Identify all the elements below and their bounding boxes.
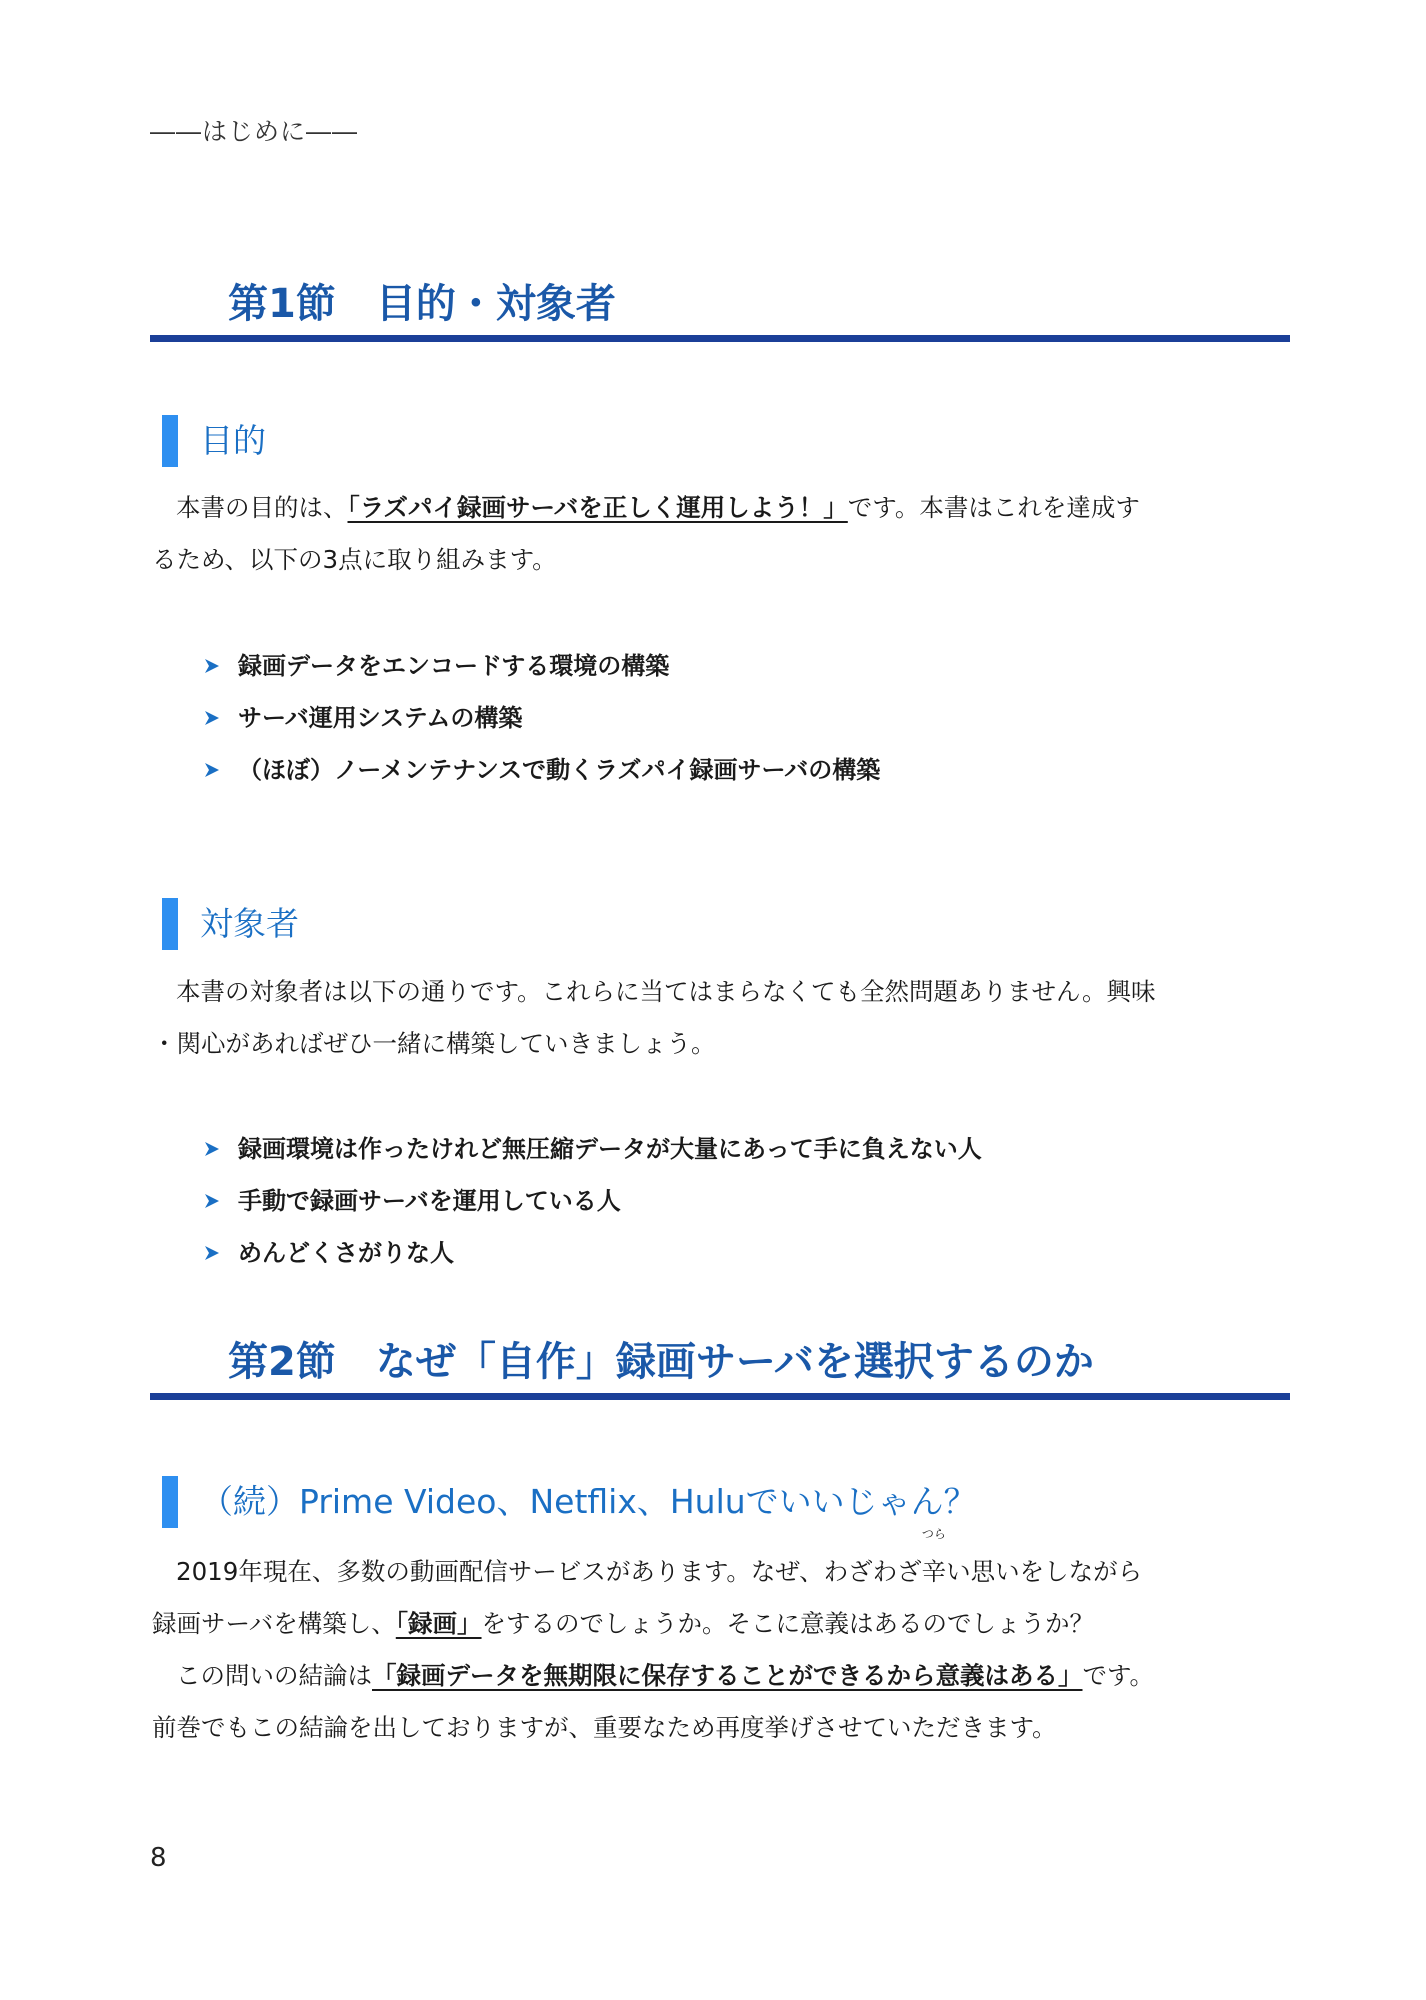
- section-2-title: 第2節 なぜ「自作」録画サーバを選択するのか: [150, 1330, 1290, 1400]
- section-2-line-4: 前巻でもこの結論を出しておりますが、重要なため再度挙げさせていただきます。: [152, 1713, 1057, 1742]
- list-item: （ほぼ）ノーメンテナンスで動くラズパイ録画サーバの構築: [204, 744, 880, 796]
- list-item: 手動で録画サーバを運用している人: [204, 1175, 982, 1227]
- arrow-bullet-icon: [204, 1140, 220, 1158]
- section-2-line-3: この問いの結論は「録画データを無期限に保存することができるから意義はある」です。: [176, 1661, 1155, 1690]
- list-item: 録画環境は作ったけれど無圧縮データが大量にあって手に負えない人: [204, 1123, 982, 1175]
- section-1-title: 第1節 目的・対象者: [150, 272, 1290, 342]
- audience-paragraph: [152, 966, 1286, 1070]
- audience-heading: 対象者: [162, 898, 299, 950]
- purpose-heading: 目的: [162, 415, 266, 467]
- purpose-emphasis: 「ラズパイ録画サーバを正しく運用しよう！」: [347, 493, 848, 522]
- page-number: 8: [150, 1843, 167, 1873]
- purpose-paragraph: [152, 482, 1286, 586]
- purpose-paragraph-line-1: 本書の目的は、「ラズパイ録画サーバを正しく運用しよう！」です。本書はこれを達成す: [176, 493, 1140, 522]
- section-2-line-1: 2019年現在、多数の動画配信サービスがあります。なぜ、わざわざ つら 辛い思いをしながら: [176, 1546, 1286, 1598]
- arrow-bullet-icon: [204, 709, 220, 727]
- hulu-heading: （続）Prime Video、Netflix、Huluでいいじゃん？: [162, 1476, 977, 1528]
- purpose-paragraph-line-2: るため、以下の3点に取り組みます。: [152, 545, 557, 574]
- arrow-bullet-icon: [204, 761, 220, 779]
- running-header: ――はじめに――: [150, 117, 359, 146]
- arrow-bullet-icon: [204, 1192, 220, 1210]
- arrow-bullet-icon: [204, 1244, 220, 1262]
- section-2-paragraph: [152, 1527, 1286, 1754]
- list-item: 録画データをエンコードする環境の構築: [204, 640, 880, 692]
- arrow-bullet-icon: [204, 657, 220, 675]
- audience-paragraph-line-1: 本書の対象者は以下の通りです。これらに当てはまらなくても全然問題ありません。興味: [176, 977, 1156, 1006]
- furigana-ruby: つら 辛: [921, 1527, 947, 1586]
- list-item: めんどくさがりな人: [204, 1227, 982, 1279]
- audience-paragraph-line-2: ・関心があればぜひ一緒に構築していきましょう。: [152, 1029, 716, 1058]
- audience-bullet-list: [204, 1123, 982, 1279]
- section-2-line-2: 録画サーバを構築し、「録画」をするのでしょうか。そこに意義はあるのでしょうか？: [152, 1609, 1095, 1638]
- list-item: サーバ運用システムの構築: [204, 692, 880, 744]
- purpose-bullet-list: [204, 640, 880, 796]
- conclusion-emphasis: 「録画データを無期限に保存することができるから意義はある」: [372, 1661, 1083, 1690]
- recording-emphasis: 「録画」: [395, 1609, 482, 1638]
